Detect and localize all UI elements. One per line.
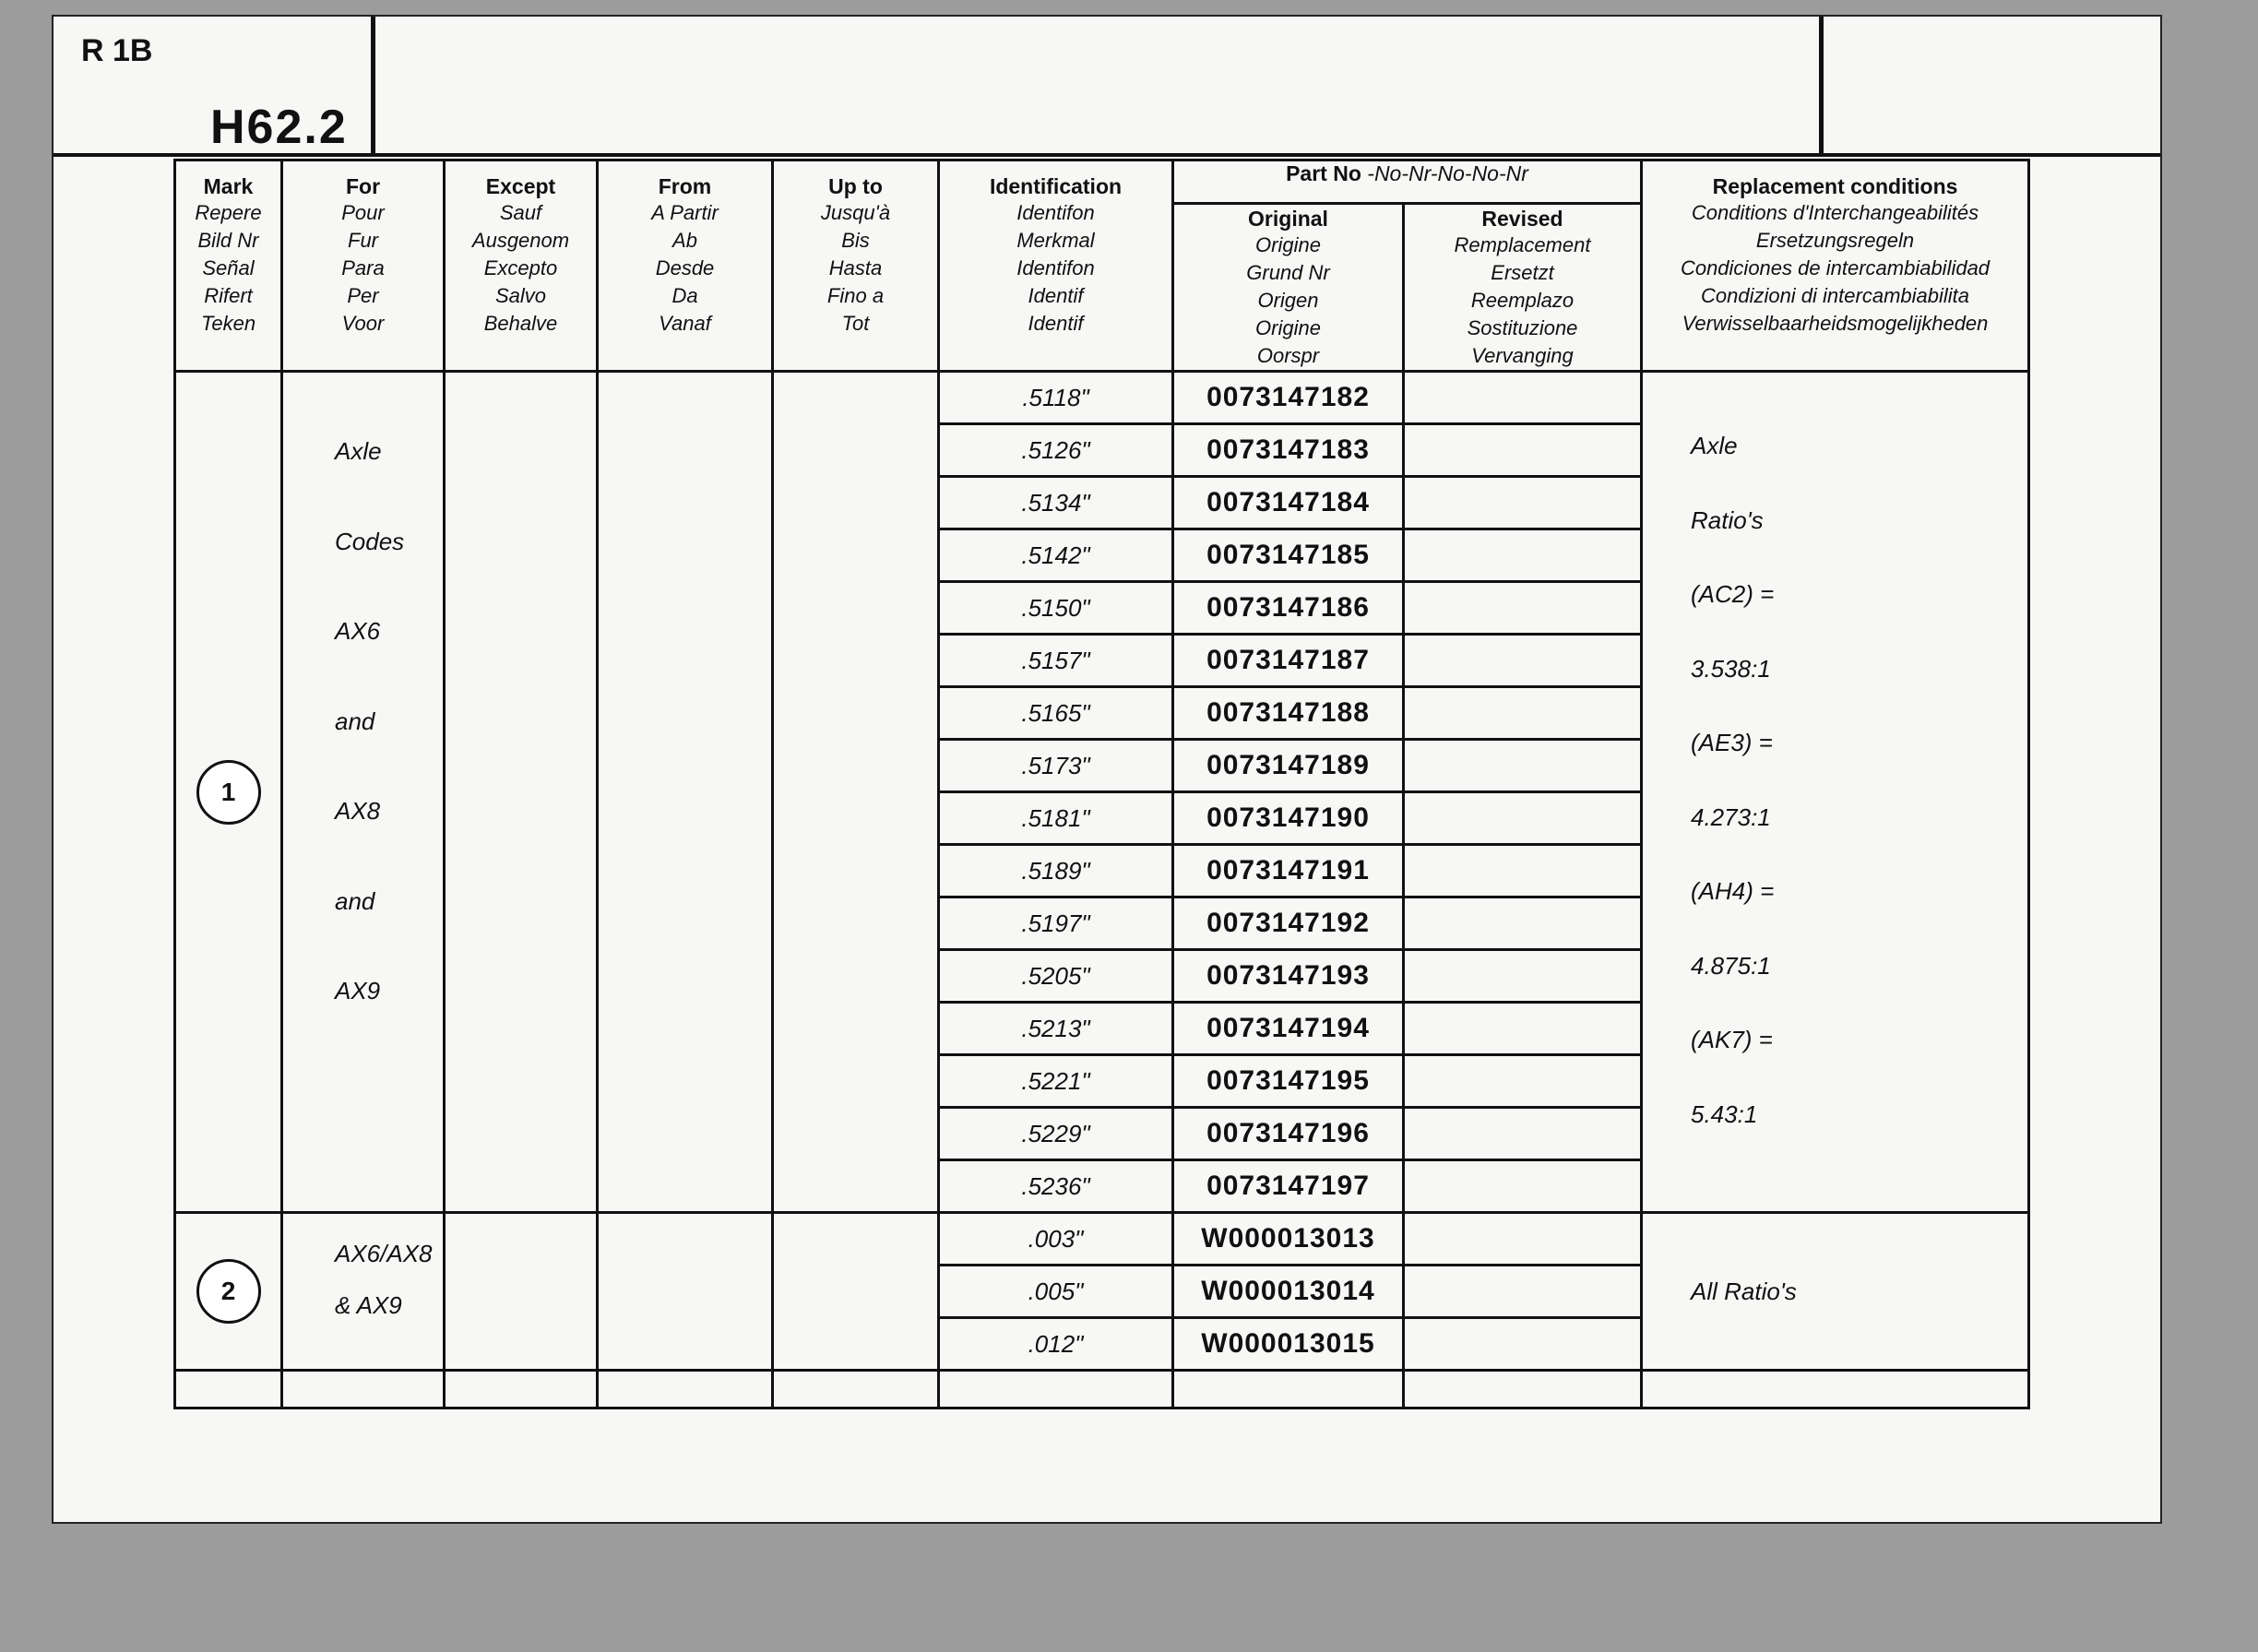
revised-part-number: [1404, 950, 1642, 1003]
for-cell: [282, 372, 445, 1213]
revised-part-number: [1404, 792, 1642, 845]
empty-cell: [1642, 1371, 2029, 1408]
identification-value: .5189": [939, 845, 1173, 897]
for-line: and: [335, 707, 375, 735]
identification-value: .5142": [939, 529, 1173, 582]
col-mark: Mark Repere Bild Nr Señal Rifert Teken: [175, 160, 282, 372]
revised-part-number: [1404, 1108, 1642, 1160]
identification-value: .5229": [939, 1108, 1173, 1160]
for-line: Axle: [335, 437, 382, 465]
for-line: Codes: [335, 527, 405, 555]
from-cell: [598, 1213, 773, 1371]
condition-line: Axle: [1691, 432, 1738, 459]
condition-line: 4.273:1: [1691, 802, 1771, 831]
revised-part-number: [1404, 635, 1642, 687]
col-upto: Up to Jusqu'à Bis Hasta Fino a Tot: [773, 160, 939, 372]
revised-part-number: [1404, 477, 1642, 529]
for-line: and: [335, 886, 375, 915]
condition-line: 3.538:1: [1691, 654, 1771, 683]
identification-value: .012": [939, 1318, 1173, 1371]
identification-value: .5126": [939, 424, 1173, 477]
original-part-number: 0073147188: [1173, 687, 1404, 740]
revised-part-number: [1404, 1160, 1642, 1213]
for-line: AX6: [335, 617, 381, 645]
mark-number: 2: [196, 1259, 261, 1324]
except-cell: [445, 372, 598, 1213]
empty-cell: [1173, 1371, 1404, 1408]
identification-value: .5118": [939, 372, 1173, 424]
parts-table: [173, 159, 2030, 1409]
revised-part-number: [1404, 529, 1642, 582]
identification-value: .5236": [939, 1160, 1173, 1213]
original-part-number: 0073147184: [1173, 477, 1404, 529]
empty-cell: [598, 1371, 773, 1408]
header-divider-right: [1819, 17, 1824, 157]
condition-line: (AH4) =: [1691, 877, 1775, 905]
original-part-number: W000013015: [1173, 1318, 1404, 1371]
upto-cell: [773, 372, 939, 1213]
except-cell: [445, 1213, 598, 1371]
col-replacement-conditions: Replacement conditions Conditions d'Interchangeabilités Ersetzungsregeln Condiciones de intercambiabilidad Condizioni di intercambiabilita Verwisselbaarheidsmogelijkheden: [1642, 160, 2029, 372]
revised-part-number: [1404, 1055, 1642, 1108]
mark-cell: [175, 372, 282, 1213]
original-part-number: 0073147186: [1173, 582, 1404, 635]
empty-cell: [939, 1371, 1173, 1408]
original-part-number: 0073147190: [1173, 792, 1404, 845]
original-part-number: 0073147197: [1173, 1160, 1404, 1213]
col-identification: Identification Identifon Merkmal Identifon Identif Identif: [939, 160, 1173, 372]
empty-cell: [445, 1371, 598, 1408]
col-for: For Pour Fur Para Per Voor: [282, 160, 445, 372]
original-part-number: W000013013: [1173, 1213, 1404, 1266]
col-part-no: Part No -No-Nr-No-No-Nr: [1173, 160, 1642, 204]
empty-row: [175, 1371, 2029, 1408]
original-part-number: 0073147191: [1173, 845, 1404, 897]
empty-cell: [1404, 1371, 1642, 1408]
replacement-conditions-cell: [1642, 1213, 2029, 1371]
original-part-number: 0073147194: [1173, 1003, 1404, 1055]
revised-part-number: [1404, 1213, 1642, 1266]
identification-value: .5165": [939, 687, 1173, 740]
original-part-number: 0073147187: [1173, 635, 1404, 687]
condition-line: 4.875:1: [1691, 951, 1771, 980]
for-line: & AX9: [335, 1291, 402, 1319]
condition-line: (AC2) =: [1691, 580, 1775, 608]
col-from: From A Partir Ab Desde Da Vanaf: [598, 160, 773, 372]
revised-part-number: [1404, 582, 1642, 635]
for-cell: [282, 1213, 445, 1371]
condition-line: (AK7) =: [1691, 1026, 1773, 1053]
original-part-number: 0073147195: [1173, 1055, 1404, 1108]
revised-part-number: [1404, 740, 1642, 792]
identification-value: .5173": [939, 740, 1173, 792]
original-part-number: 0073147196: [1173, 1108, 1404, 1160]
original-part-number: 0073147185: [1173, 529, 1404, 582]
upto-cell: [773, 1213, 939, 1371]
parts-sheet: [52, 15, 2162, 1524]
identification-value: .5197": [939, 897, 1173, 950]
header-divider-left: [371, 17, 375, 157]
original-part-number: 0073147192: [1173, 897, 1404, 950]
table-row: [175, 372, 2029, 424]
table-row: [175, 1213, 2029, 1266]
revised-part-number: [1404, 1003, 1642, 1055]
condition-line: (AE3) =: [1691, 729, 1773, 756]
original-part-number: 0073147182: [1173, 372, 1404, 424]
sheet-number: H62.2: [210, 101, 348, 154]
col-except: Except Sauf Ausgenom Excepto Salvo Behalve: [445, 160, 598, 372]
revised-part-number: [1404, 845, 1642, 897]
condition-line: Ratio's: [1691, 505, 1764, 534]
mark-cell: [175, 1213, 282, 1371]
identification-value: .5157": [939, 635, 1173, 687]
identification-value: .005": [939, 1266, 1173, 1318]
identification-value: .5150": [939, 582, 1173, 635]
identification-value: .5221": [939, 1055, 1173, 1108]
header-rule: [53, 153, 2160, 157]
original-part-number: 0073147189: [1173, 740, 1404, 792]
revised-part-number: [1404, 372, 1642, 424]
empty-cell: [175, 1371, 282, 1408]
mark-number: 1: [196, 760, 261, 825]
identification-value: .5213": [939, 1003, 1173, 1055]
condition-line: 5.43:1: [1691, 1099, 1758, 1128]
sheet-code: R 1B: [81, 33, 153, 68]
original-part-number: 0073147193: [1173, 950, 1404, 1003]
identification-value: .5205": [939, 950, 1173, 1003]
for-line: AX9: [335, 977, 381, 1004]
revised-part-number: [1404, 424, 1642, 477]
parts-table-body: [175, 372, 2029, 1408]
col-original: Original Origine Grund Nr Origen Origine Oorspr: [1173, 204, 1404, 372]
original-part-number: W000013014: [1173, 1266, 1404, 1318]
for-line: AX8: [335, 797, 381, 825]
empty-cell: [282, 1371, 445, 1408]
revised-part-number: [1404, 897, 1642, 950]
empty-cell: [773, 1371, 939, 1408]
identification-value: .003": [939, 1213, 1173, 1266]
revised-part-number: [1404, 687, 1642, 740]
replacement-conditions-cell: [1642, 372, 2029, 1213]
col-revised: Revised Remplacement Ersetzt Reemplazo Sostituzione Vervanging: [1404, 204, 1642, 372]
from-cell: [598, 372, 773, 1213]
condition-line: All Ratio's: [1691, 1277, 1797, 1305]
for-line: AX6/AX8: [335, 1240, 433, 1267]
identification-value: .5134": [939, 477, 1173, 529]
identification-value: .5181": [939, 792, 1173, 845]
original-part-number: 0073147183: [1173, 424, 1404, 477]
revised-part-number: [1404, 1318, 1642, 1371]
revised-part-number: [1404, 1266, 1642, 1318]
